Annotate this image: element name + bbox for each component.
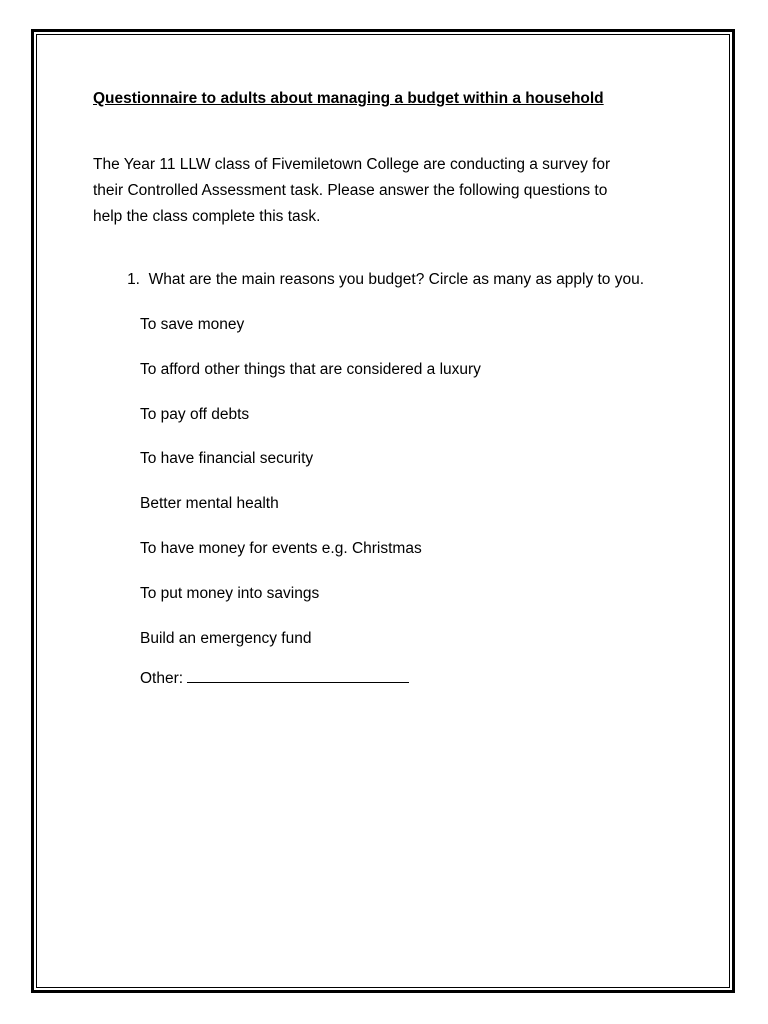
intro-line: The Year 11 LLW class of Fivemiletown College are conducting a survey for xyxy=(93,156,611,173)
answer-option-save-money[interactable]: To save money xyxy=(140,316,245,333)
other-label: Other: xyxy=(140,670,184,688)
answer-option-other[interactable] xyxy=(140,668,693,690)
answer-option-pay-off-debts[interactable]: To pay off debts xyxy=(140,405,250,423)
answer-options-list xyxy=(140,314,693,690)
answer-option-emergency-fund[interactable]: Build an emergency fund xyxy=(140,629,312,647)
answer-option-savings[interactable]: To put money into savings xyxy=(140,584,320,602)
question-text-content: What are the main reasons you budget? Circle as many as apply to you. xyxy=(148,271,645,288)
question-number: 1. xyxy=(127,271,140,288)
answer-option-events[interactable]: To have money for events e.g. Christmas xyxy=(140,539,422,557)
other-blank-line[interactable] xyxy=(187,668,409,683)
intro-paragraph xyxy=(93,152,693,230)
document-title: Questionnaire to adults about managing a budget within a household xyxy=(93,90,604,107)
intro-line: their Controlled Assessment task. Please answer the following questions to xyxy=(93,182,608,199)
answer-option-luxury[interactable]: To afford other things that are considered a luxury xyxy=(140,360,481,378)
answer-option-mental-health[interactable]: Better mental health xyxy=(140,495,279,513)
question-1 xyxy=(93,269,693,291)
answer-option-financial-security[interactable]: To have financial security xyxy=(140,450,314,468)
question-text xyxy=(140,269,644,291)
intro-line: help the class complete this task. xyxy=(93,208,321,225)
document-content xyxy=(93,88,693,713)
